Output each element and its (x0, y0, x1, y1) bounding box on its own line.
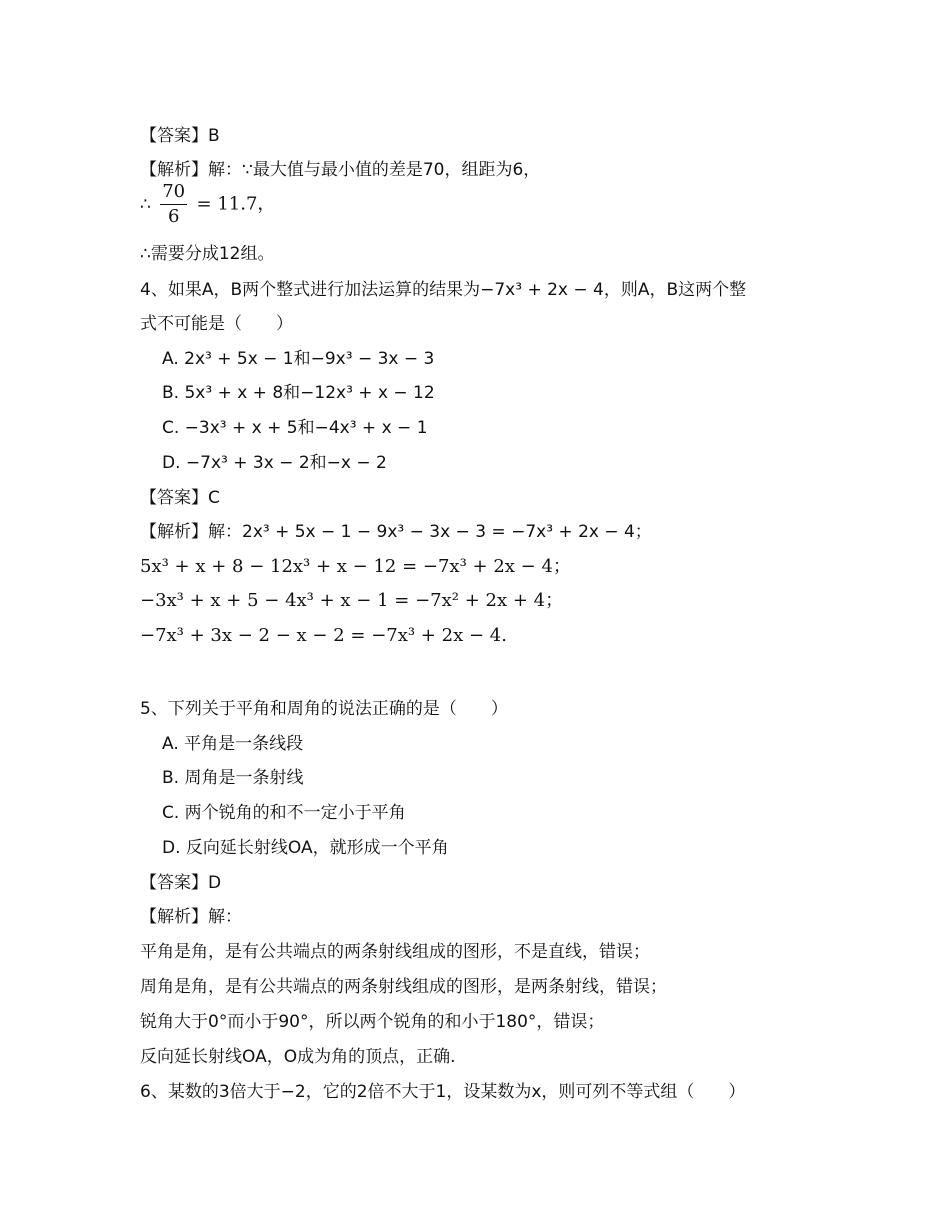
q5-answer: 【答案】D (140, 873, 222, 893)
fraction-numerator: 70 (160, 180, 187, 205)
q6-stem: 6、某数的3倍大于−2，它的2倍不大于1，设某数为x，则可列不等式组（ ） (140, 1082, 746, 1102)
q5-stem: 5、下列关于平角和周角的说法正确的是（ ） (140, 699, 508, 719)
q5-analysis-line-4: 反向延长射线OA，O成为角的顶点，正确. (140, 1047, 456, 1067)
q5-analysis-line-3: 锐角大于0°而小于90°，所以两个锐角的和小于180°，错误； (140, 1012, 605, 1032)
q4-analysis-line-2: 5x³ + x + 8 − 12x³ + x − 12 = −7x³ + 2x − 4； (140, 556, 571, 577)
q4-option-d: D. −7x³ + 3x − 2和−x − 2 (162, 453, 387, 473)
q5-option-b: B. 周角是一条射线 (162, 768, 304, 788)
q3-analysis: 【解析】解：∵最大值与最小值的差是70，组距为6， (140, 160, 541, 180)
q4-option-c: C. −3x³ + x + 5和−4x³ + x − 1 (162, 418, 428, 438)
calc-result: = 11.7， (196, 193, 276, 215)
q4-analysis-line-1: 【解析】解：2x³ + 5x − 1 − 9x³ − 3x − 3 = −7x³ + 2x − 4； (140, 522, 652, 542)
q4-analysis-line-3: −3x³ + x + 5 − 4x³ + x − 1 = −7x² + 2x + 4； (140, 590, 564, 611)
fraction-denominator: 6 (167, 206, 180, 227)
q5-option-a: A. 平角是一条线段 (162, 734, 304, 754)
q5-option-c: C. 两个锐角的和不一定小于平角 (162, 803, 406, 823)
q3-answer: 【答案】B (140, 126, 220, 146)
q4-stem-line-1: 4、如果A，B两个整式进行加法运算的结果为−7x³ + 2x − 4，则A，B这两个整 (140, 280, 747, 300)
q4-stem-line-2: 式不可能是（ ） (140, 314, 293, 334)
q3-calculation (140, 180, 275, 229)
q5-analysis-head: 【解析】解： (140, 907, 242, 927)
q5-option-d: D. 反向延长射线OA，就形成一个平角 (162, 838, 449, 858)
q4-answer: 【答案】C (140, 488, 220, 508)
q4-option-b: B. 5x³ + x + 8和−12x³ + x − 12 (162, 383, 435, 403)
q5-analysis-line-1: 平角是角，是有公共端点的两条射线组成的图形，不是直线，错误； (140, 942, 650, 962)
q4-option-a: A. 2x³ + 5x − 1和−9x³ − 3x − 3 (162, 349, 435, 369)
q3-conclusion: ∴需要分成12组。 (140, 244, 275, 264)
fraction (160, 180, 187, 229)
q4-analysis-line-4: −7x³ + 3x − 2 − x − 2 = −7x³ + 2x − 4. (140, 625, 507, 646)
therefore-symbol: ∴ (140, 194, 151, 215)
q5-analysis-line-2: 周角是角，是有公共端点的两条射线组成的图形，是两条射线，错误； (140, 977, 667, 997)
